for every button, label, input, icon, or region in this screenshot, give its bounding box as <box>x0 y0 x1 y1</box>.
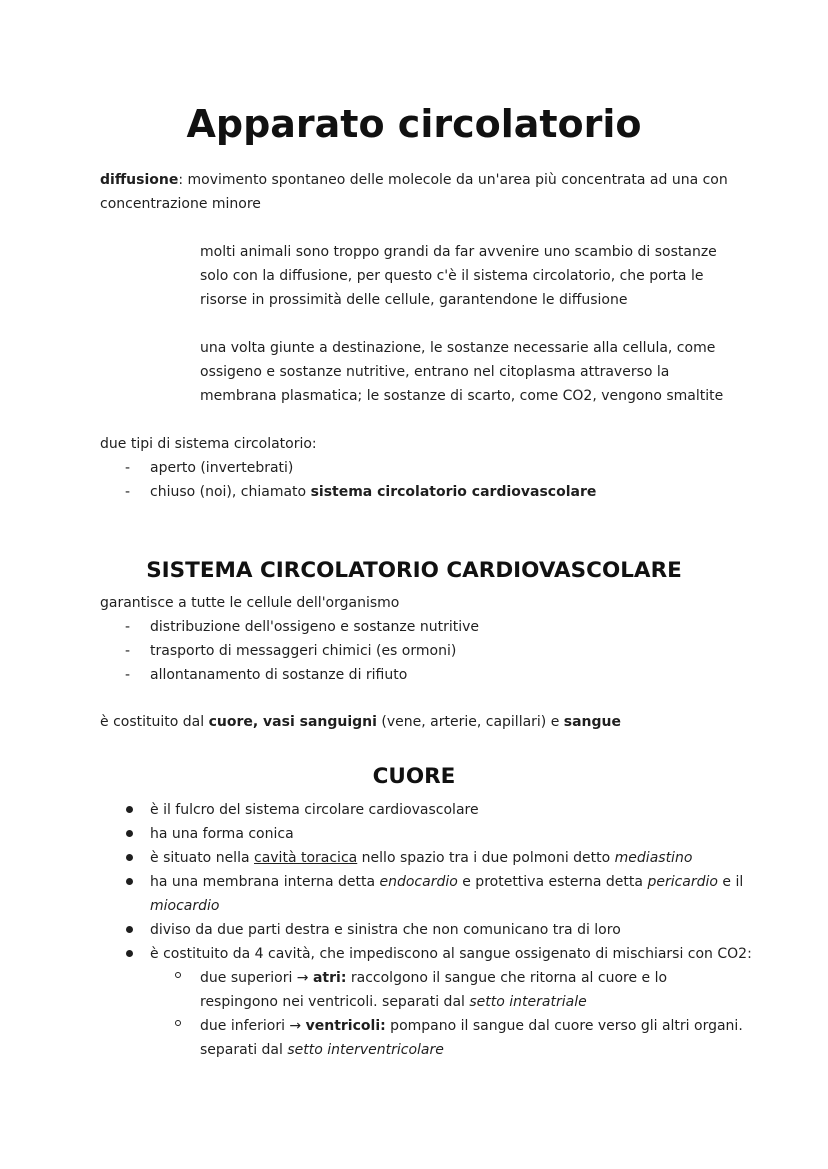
diffusione-term: diffusione <box>100 172 179 188</box>
indented-paragraph-1-line-1: molti animali sono troppo grandi da far avvenire uno scambio di sostanze <box>200 244 717 260</box>
sub-bullet-icon <box>175 1020 181 1026</box>
sub-bullet-icon <box>175 972 181 978</box>
cuore-sub-bullet-2-italic-2: interventricolare <box>327 1042 444 1058</box>
types-item-closed <box>150 480 596 504</box>
dash-marker: - <box>125 460 131 476</box>
diffusione-definition <box>100 168 728 192</box>
indented-paragraph-2-line-3: membrana plasmatica; le sostanze di scarto, come CO2, vengono smaltite <box>200 388 724 404</box>
cuore-bullet-4-italic-2: pericardio <box>647 874 718 890</box>
cuore-sub-bullet-1-continued <box>200 990 587 1014</box>
cardio-composition-d: sangue <box>563 714 622 730</box>
cuore-sub-bullet-2-a: due inferiori → <box>200 1018 306 1034</box>
cuore-bullet-4-italic-3: miocardio <box>150 898 220 914</box>
types-item-closed-prefix: chiuso (noi), chiamato <box>150 484 311 500</box>
bullet-icon <box>126 926 133 933</box>
cuore-sub-bullet-2-d: separati dal <box>200 1042 288 1058</box>
cuore-bullet-3-a: è situato nella <box>150 850 254 866</box>
section-heading-cuore: CUORE <box>372 764 456 789</box>
dash-marker: - <box>125 643 131 659</box>
types-item-closed-bold: sistema circolatorio cardiovascolare <box>310 484 597 500</box>
cuore-bullet-5: diviso da due parti destra e sinistra che non comunicano tra di loro <box>150 922 621 938</box>
cuore-bullet-3-underlined: cavità toracica <box>254 850 358 866</box>
cardio-composition <box>100 710 621 734</box>
section-heading-cardiovascolare: SISTEMA CIRCOLATORIO CARDIOVASCOLARE <box>146 558 682 583</box>
cardio-intro: garantisce a tutte le cellule dell'organismo <box>100 595 400 611</box>
cuore-bullet-4-b: e protettiva esterna detta <box>457 874 648 890</box>
cardio-item-1: distribuzione dell'ossigeno e sostanze nutritive <box>150 619 479 635</box>
cuore-bullet-4-italic-1: endocardio <box>379 874 458 890</box>
types-intro: due tipi di sistema circolatorio: <box>100 436 317 452</box>
indented-paragraph-1-line-2: solo con la diffusione, per questo c'è il sistema circolatorio, che porta le <box>200 268 704 284</box>
types-item-open: aperto (invertebrati) <box>150 460 294 476</box>
bullet-icon <box>126 830 133 837</box>
cuore-sub-bullet-2-bold: ventricoli: <box>305 1018 386 1034</box>
cuore-bullet-3-italic: mediastino <box>614 850 693 866</box>
cuore-bullet-3 <box>150 846 692 870</box>
cardio-item-2: trasporto di messaggeri chimici (es ormoni) <box>150 643 457 659</box>
cuore-sub-bullet-1-italic: setto interatriale <box>469 994 587 1010</box>
cuore-bullet-4-c: e il <box>717 874 744 890</box>
cardio-composition-b: cuore, vasi sanguigni <box>208 714 377 730</box>
cardio-composition-c: (vene, arterie, capillari) e <box>376 714 564 730</box>
cuore-bullet-4 <box>150 870 743 894</box>
dash-marker: - <box>125 619 131 635</box>
cuore-sub-bullet-2-italic-1: setto <box>287 1042 323 1058</box>
cuore-bullet-4-continued <box>150 894 219 918</box>
indented-paragraph-2-line-1: una volta giunte a destinazione, le sostanze necessarie alla cellula, come <box>200 340 716 356</box>
bullet-icon <box>126 950 133 957</box>
diffusione-def-line2: concentrazione minore <box>100 196 261 212</box>
cuore-sub-bullet-2-c: pompano il sangue dal cuore verso gli altri organi. <box>385 1018 743 1034</box>
dash-marker: - <box>125 484 131 500</box>
cuore-sub-bullet-2 <box>200 1014 743 1038</box>
cuore-sub-bullet-1 <box>200 966 667 990</box>
cardio-item-3: allontanamento di sostanze di rifiuto <box>150 667 408 683</box>
cuore-sub-bullet-1-c: raccolgono il sangue che ritorna al cuore e lo <box>346 970 668 986</box>
indented-paragraph-1-line-3: risorse in prossimità delle cellule, garantendone le diffusione <box>200 292 628 308</box>
cuore-bullet-4-a: ha una membrana interna detta <box>150 874 380 890</box>
cuore-bullet-6: è costituito da 4 cavità, che impediscono al sangue ossigenato di mischiarsi con CO2: <box>150 946 752 962</box>
cuore-bullet-3-b: nello spazio tra i due polmoni detto <box>357 850 615 866</box>
diffusione-def-line1: : movimento spontaneo delle molecole da un'area più concentrata ad una con <box>178 172 728 188</box>
cuore-sub-bullet-2-continued <box>200 1038 444 1062</box>
indented-paragraph-2-line-2: ossigeno e sostanze nutritive, entrano nel citoplasma attraverso la <box>200 364 670 380</box>
bullet-icon <box>126 806 133 813</box>
page-title: Apparato circolatorio <box>186 102 642 146</box>
bullet-icon <box>126 854 133 861</box>
dash-marker: - <box>125 667 131 683</box>
cuore-bullet-1: è il fulcro del sistema circolare cardiovascolare <box>150 802 479 818</box>
cuore-sub-bullet-1-bold: atri: <box>312 970 347 986</box>
cuore-sub-bullet-1-d: respingono nei ventricoli. separati dal <box>200 994 470 1010</box>
cuore-bullet-2: ha una forma conica <box>150 826 294 842</box>
cuore-sub-bullet-1-a: due superiori → <box>200 970 313 986</box>
bullet-icon <box>126 878 133 885</box>
cardio-composition-a: è costituito dal <box>100 714 209 730</box>
